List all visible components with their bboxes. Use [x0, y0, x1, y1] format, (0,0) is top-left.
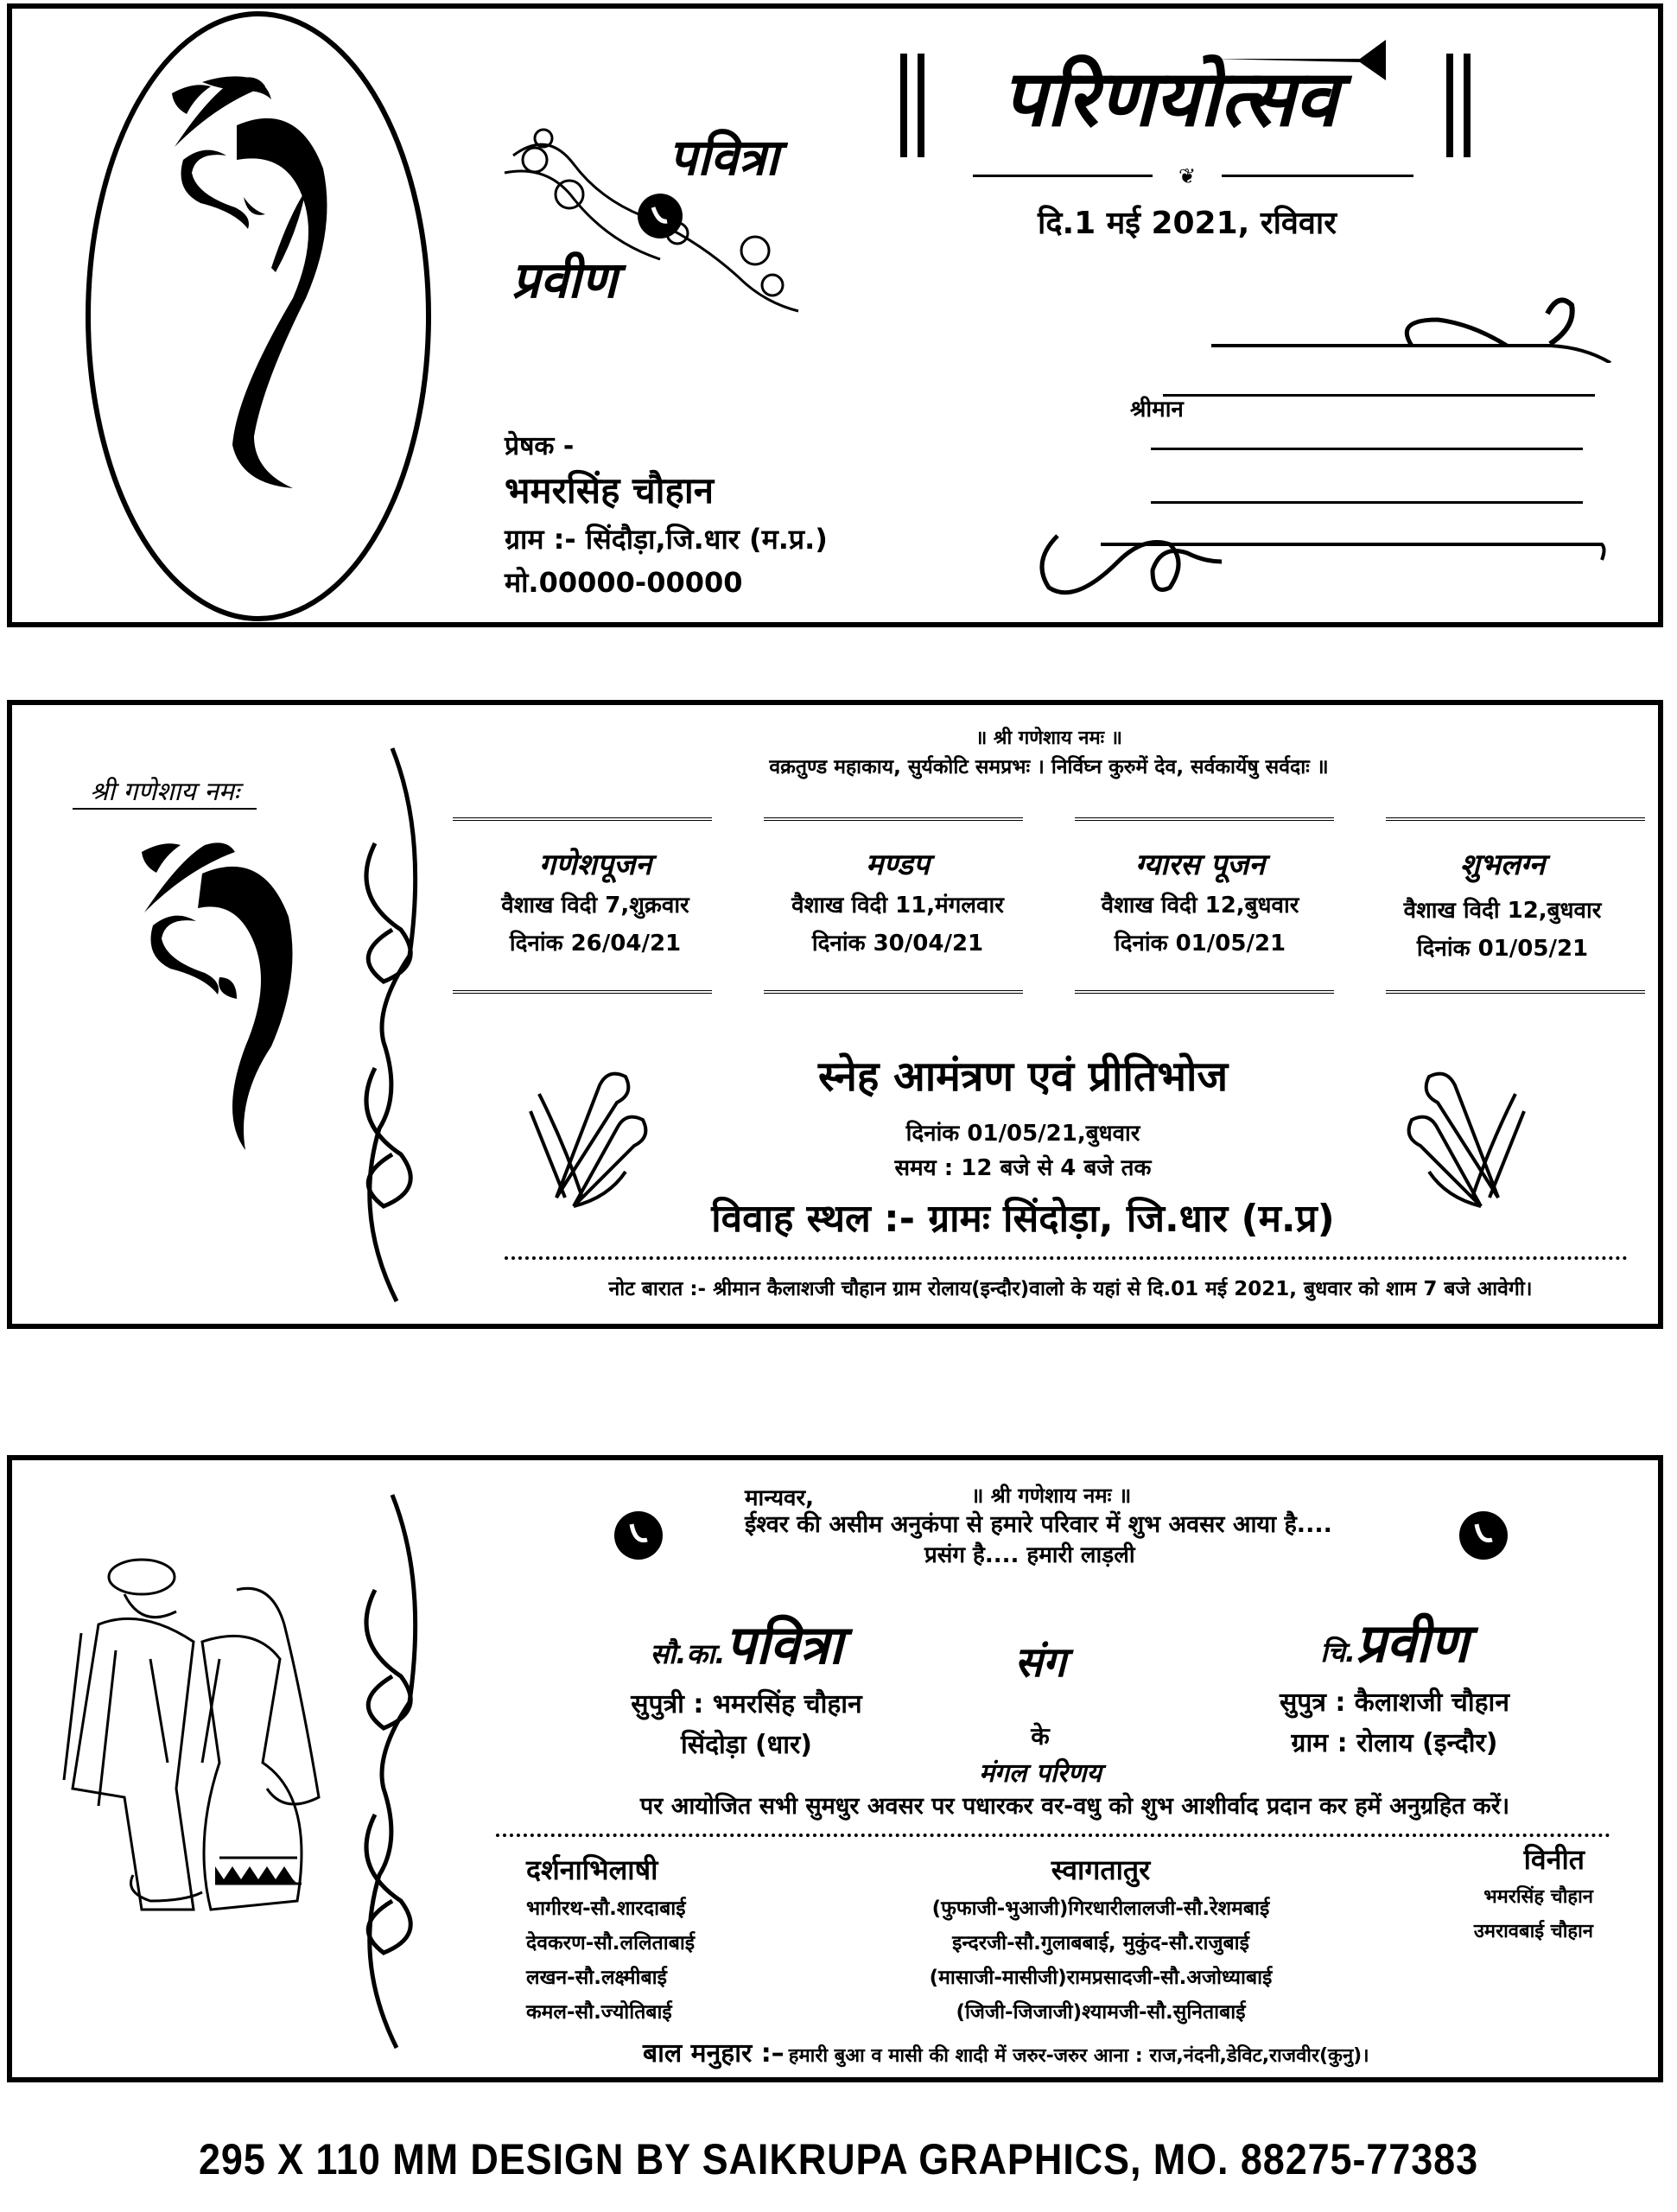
- emblem-icon: [638, 194, 683, 238]
- invite-header: ॥ श्री गणेशाय नमः ॥: [975, 728, 1122, 749]
- bride-parent: सुपुत्री : भमरसिंह चौहान: [631, 1689, 862, 1719]
- bal-manuhar: [643, 2034, 1636, 2069]
- groom-parent: सुपुत्र : कैलाशजी चौहान: [1280, 1688, 1509, 1718]
- bal-manuhar-text: हमारी बुआ व मासी की शादी में जरुर-जरुर आना : राज,नंदनी,डेविट,राजवीर(कुनु)।: [788, 2045, 1369, 2067]
- event-ornaments-top: [453, 817, 1645, 821]
- double-bar-left: [900, 54, 907, 157]
- bride-name: पवित्रा: [725, 1613, 843, 1676]
- venue: विवाह स्थल :- ग्रामः सिंदोड़ा, जि.धार (म.प्र): [711, 1197, 1335, 1241]
- groom-name: प्रवीण: [1356, 1611, 1469, 1675]
- ganesha-emblem-left-icon: [608, 1505, 669, 1566]
- sender-label: प्रेषक -: [505, 431, 575, 461]
- salutation: मान्यवर,: [745, 1485, 814, 1511]
- sang-text: संग: [1014, 1638, 1066, 1687]
- ornament-divider-icon: [764, 817, 1023, 821]
- mantra-calligraphy: श्री गणेशाय नमः: [73, 772, 257, 810]
- ornament-icon: ❦: [1153, 164, 1222, 188]
- bride-block: [548, 1607, 945, 1761]
- bride-place: सिंदोड़ा (धार): [681, 1730, 812, 1760]
- event-shubh-lagna: शुभलग्न वैशाख विदी 12,बुधवार दिनांक 01/05/21: [1403, 848, 1602, 962]
- ornament-divider-icon: [1386, 817, 1645, 821]
- wedding-header: ॥ श्री गणेशाय नमः ॥: [971, 1484, 1132, 1508]
- wedding-card: [7, 1455, 1663, 2082]
- mangal-parinay: मंगल परिणय: [979, 1758, 1102, 1789]
- envelope-date: दि.1 मई 2021, रविवार: [1038, 206, 1337, 241]
- envelope-card: [7, 3, 1663, 627]
- ganesha-oval-icon: [81, 9, 444, 624]
- ganesha-icon: [98, 826, 323, 1154]
- flourish-divider-icon: [1204, 294, 1619, 363]
- reception-title: स्नेह आमंत्रण एवं प्रीतिभोज: [817, 1052, 1229, 1101]
- vertical-flourish-icon: [340, 1486, 435, 2056]
- dotted-separator: [496, 1834, 1610, 1837]
- reception-date: दिनांक 01/05/21,बुधवार: [905, 1121, 1140, 1147]
- bride-prefix: सौ.का.: [650, 1637, 726, 1670]
- sender-address: ग्राम :- सिंदौड़ा,जि.धार (म.प्र.): [505, 523, 828, 556]
- intro-line-1: ईश्वर की असीम अनुकंपा से हमारे परिवार में शुभ अवसर आया है....: [745, 1511, 1332, 1538]
- swagatatur-list: स्वागतातुर (फुफाजी-भुआजी)गिरधारीलालजी-सौ.रेशमबाई इन्दरजी-सौ.गुलाबबाई, मुकुंद-सौ.राजुबाई (मासाजी-मासीजी)रामप्रसादजी-सौ.अजोध्याबाई (जिजी-जिजाजी)श्यामजी-सौ.सुनिताबाई: [929, 1853, 1273, 2024]
- ke-text: के: [1031, 1722, 1050, 1751]
- shehnai-icon: [1213, 33, 1403, 85]
- ornament-divider-icon: [1075, 817, 1334, 821]
- invite-shloka: वक्रतुण्ड महाकाय, सुर्यकोटि समप्रभः । निर्विघ्न कुरुमें देव, सर्वकार्येषु सर्वदाः ॥: [769, 756, 1329, 779]
- groom-prefix: चि.: [1320, 1636, 1356, 1669]
- designer-credit: 295 X 110 MM DESIGN BY SAIKRUPA GRAPHICS, MO. 88275-77383: [198, 2135, 1479, 2183]
- envelope-title: परिणयोत्सव: [1001, 54, 1338, 144]
- event-ganesh-pujan: गणेशपूजन वैशाख विदी 7,शुक्रवार दिनांक 26/04/21: [501, 848, 689, 957]
- reception-time: समय : 12 बजे से 4 बजे तक: [894, 1155, 1152, 1181]
- ganesha-emblem-right-icon: [1453, 1505, 1514, 1566]
- address-line-2[interactable]: [1151, 448, 1583, 450]
- groom-place: ग्राम : रोलाय (इन्दौर): [1291, 1728, 1498, 1758]
- blessing-line: पर आयोजित सभी सुमधुर अवसर पर पधारकर वर-वधु को शुभ आशीर्वाद प्रदान कर हमें अनुग्रहित करें।: [639, 1793, 1510, 1820]
- flourish-bottom-icon: [1032, 527, 1619, 613]
- envelope-groom-name: प्रवीण: [511, 251, 618, 309]
- vineet-list: विनीत भमरसिंह चौहान उमरावबाई चौहान: [1473, 1843, 1593, 1942]
- event-gyaras-pujan: ग्यारस पूजन वैशाख विदी 12,बुधवार दिनांक 01/05/21: [1101, 848, 1299, 957]
- bride-groom-illustration-icon: [47, 1529, 340, 1961]
- ornament-divider-icon: [453, 817, 712, 821]
- address-line-3[interactable]: [1151, 501, 1583, 504]
- sender-name: भमरसिंह चौहान: [505, 469, 715, 512]
- baraat-note: नोट बारात :- श्रीमान कैलाशजी चौहान ग्राम रोलाय(इन्दौर)वालो के यहां से दि.01 मई 2021, बुधवार को शाम 7 बजे आवेगी।: [608, 1278, 1533, 1300]
- darshnabhilashi-list: दर्शनाभिलाषी भागीरथ-सौ.शारदाबाई देवकरण-सौ.ललिताबाई लखन-सौ.लक्ष्मीबाई कमल-सौ.ज्योतिबाई: [526, 1853, 696, 2024]
- event-ornaments-bottom: [453, 990, 1645, 994]
- double-bar-right: [1446, 54, 1453, 157]
- intro-line-2: प्रसंग है.... हमारी लाड़ली: [924, 1542, 1135, 1568]
- events-row: [444, 843, 1654, 963]
- recipient-label: श्रीमान: [1130, 397, 1184, 423]
- address-line-1[interactable]: [1163, 394, 1595, 397]
- bal-manuhar-label: बाल मनुहार :–: [643, 2038, 785, 2069]
- dotted-separator: [505, 1256, 1628, 1260]
- events-card: [7, 700, 1663, 1329]
- sender-mobile: मो.00000-00000: [505, 566, 743, 599]
- vertical-flourish-icon: [340, 740, 435, 1310]
- envelope-bride-name: पवित्रा: [669, 128, 779, 187]
- groom-block: [1204, 1605, 1585, 1759]
- event-mandap: मण्डप वैशाख विदी 11,मंगलवार दिनांक 30/04/21: [791, 848, 1004, 957]
